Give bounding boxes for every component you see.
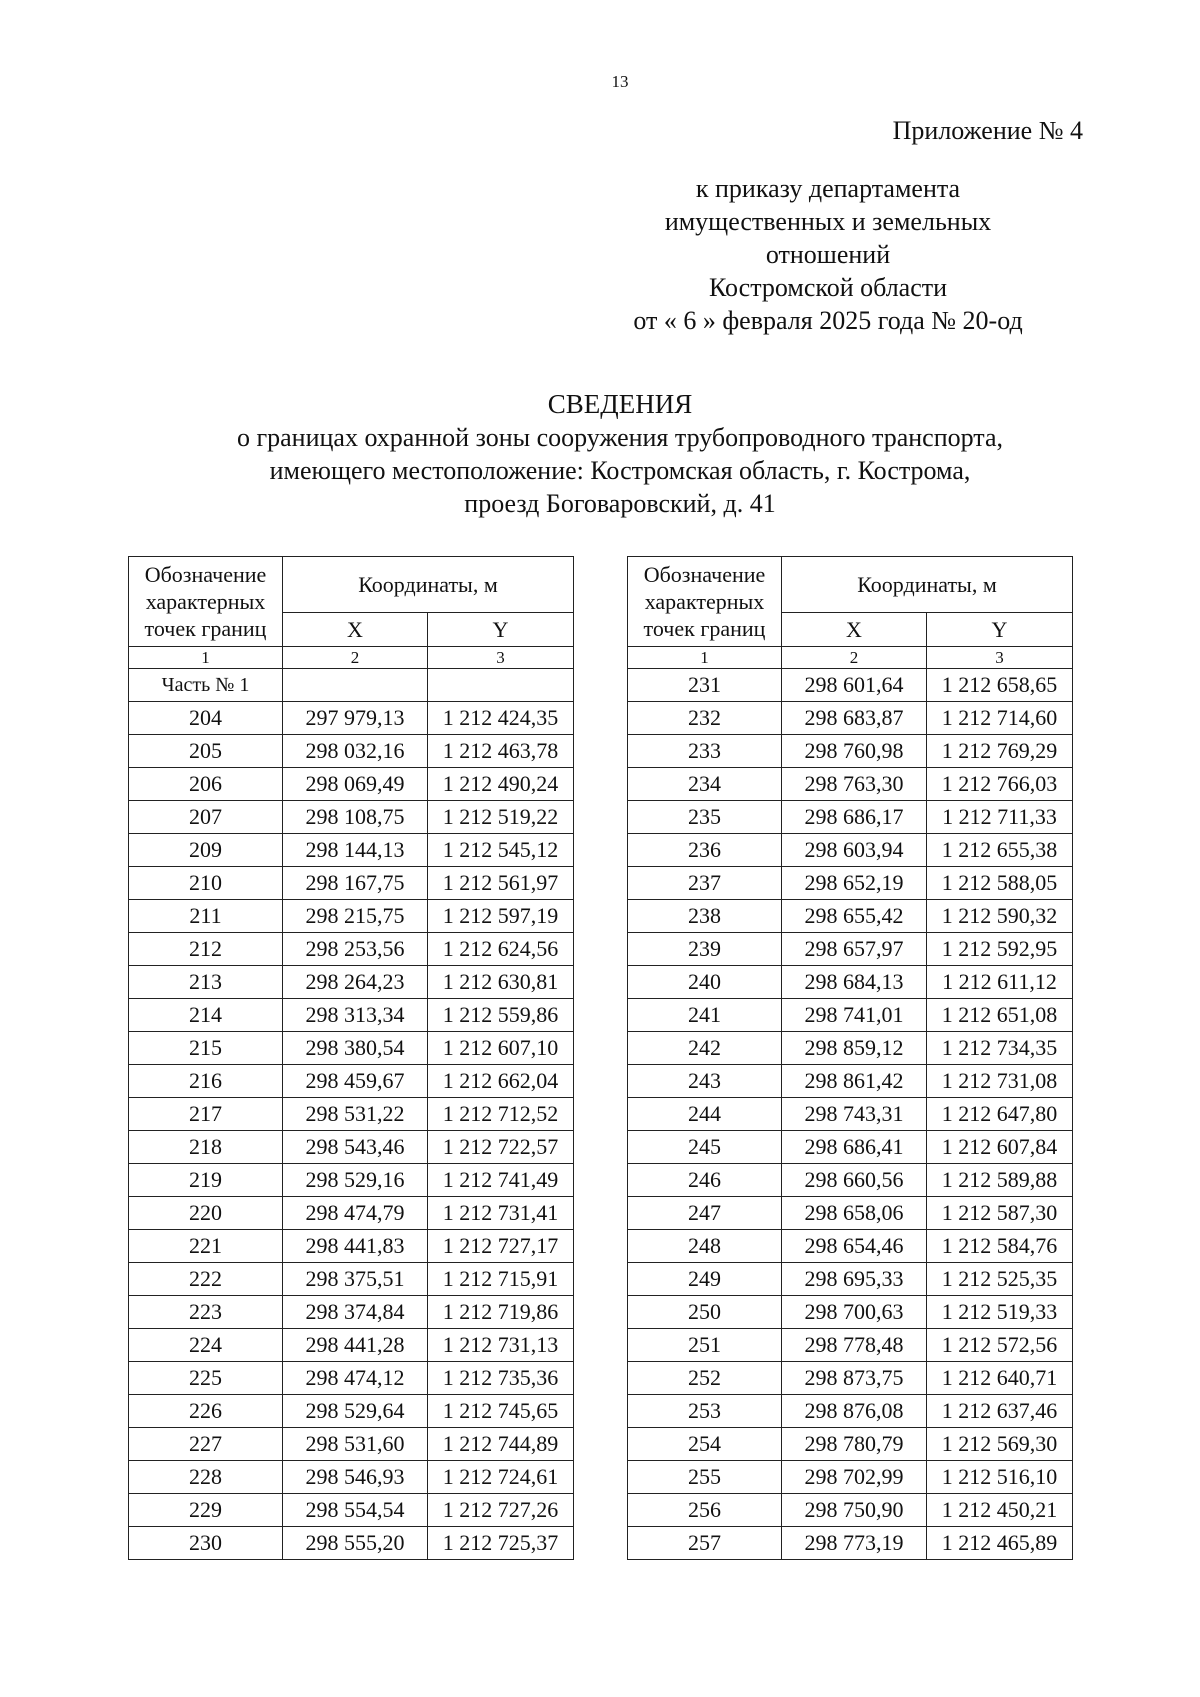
table-row [129,1164,574,1197]
table-row [129,1098,574,1131]
table-row [628,1131,1073,1164]
table-row [129,1263,574,1296]
y-coordinate-cell: 1 212 722,57 [428,1131,574,1164]
y-coordinate-cell: 1 212 490,24 [428,768,574,801]
y-coordinate-cell: 1 212 731,08 [927,1065,1073,1098]
column-number: 3 [927,647,1073,669]
table-row [628,1098,1073,1131]
x-coordinate-cell: 298 529,64 [283,1395,428,1428]
y-coordinate-cell: 1 212 766,03 [927,768,1073,801]
x-coordinate-cell: 298 876,08 [782,1395,927,1428]
table-row [628,933,1073,966]
point-id-cell: 237 [628,867,782,900]
heading-line: о границах охранной зоны сооружения трубопроводного транспорта, [236,423,1004,452]
point-id-cell: 224 [129,1329,283,1362]
table-row [628,966,1073,999]
y-coordinate-cell: 1 212 450,21 [927,1494,1073,1527]
table-row [628,768,1073,801]
x-coordinate-cell: 298 760,98 [782,735,927,768]
heading-line: имеющего местоположение: Костромская область, г. Кострома, [269,456,971,485]
point-label-header [628,557,782,647]
table-row [628,735,1073,768]
y-coordinate-cell: 1 212 607,84 [927,1131,1073,1164]
y-coordinate-cell: 1 212 424,35 [428,702,574,735]
y-coordinate-cell: 1 212 769,29 [927,735,1073,768]
appendix-title: Приложение № 4 [892,116,1083,145]
table-row [628,1065,1073,1098]
point-id-cell: 228 [129,1461,283,1494]
point-id-cell: 210 [129,867,283,900]
y-coordinate-cell: 1 212 569,30 [927,1428,1073,1461]
heading-line: проезд Боговаровский, д. 41 [464,489,776,518]
table-row [628,702,1073,735]
point-id-cell: 223 [129,1296,283,1329]
header-line: Обозначение [144,562,267,587]
point-id-cell: 251 [628,1329,782,1362]
y-coordinate-cell: 1 212 611,12 [927,966,1073,999]
table-row [628,900,1073,933]
point-id-cell: 248 [628,1230,782,1263]
x-coordinate-cell: 298 441,28 [283,1329,428,1362]
y-coordinate-cell: 1 212 640,71 [927,1362,1073,1395]
x-header: X [782,613,927,647]
y-coordinate-cell: 1 212 588,05 [927,867,1073,900]
point-id-cell: 253 [628,1395,782,1428]
point-id-cell: 231 [628,669,782,702]
x-coordinate-cell: 298 778,48 [782,1329,927,1362]
table-row [129,1065,574,1098]
table-row [628,1395,1073,1428]
coordinates-table-left [128,556,574,1560]
table-row [628,1296,1073,1329]
y-coordinate-cell: 1 212 647,80 [927,1098,1073,1131]
y-coordinate-cell: 1 212 584,76 [927,1230,1073,1263]
y-coordinate-cell: 1 212 662,04 [428,1065,574,1098]
point-id-cell: 205 [129,735,283,768]
point-id-cell: 219 [129,1164,283,1197]
x-coordinate-cell: 298 750,90 [782,1494,927,1527]
table-row [129,999,574,1032]
y-coordinate-cell: 1 212 744,89 [428,1428,574,1461]
column-number: 2 [782,647,927,669]
coordinates-header: Координаты, м [782,557,1073,613]
y-coordinate-cell: 1 212 463,78 [428,735,574,768]
table-row [628,669,1073,702]
x-coordinate-cell: 298 032,16 [283,735,428,768]
x-coordinate-cell: 298 531,22 [283,1098,428,1131]
y-coordinate-cell: 1 212 651,08 [927,999,1073,1032]
y-coordinate-cell: 1 212 607,10 [428,1032,574,1065]
x-coordinate-cell: 298 543,46 [283,1131,428,1164]
point-id-cell: 211 [129,900,283,933]
x-coordinate-cell: 298 375,51 [283,1263,428,1296]
x-coordinate-cell: 298 695,33 [782,1263,927,1296]
point-id-cell: 257 [628,1527,782,1560]
point-id-cell: 221 [129,1230,283,1263]
x-coordinate-cell: 298 144,13 [283,834,428,867]
y-coordinate-cell: 1 212 727,26 [428,1494,574,1527]
point-id-cell: 220 [129,1197,283,1230]
table-row [129,768,574,801]
x-coordinate-cell: 298 253,56 [283,933,428,966]
x-coordinate-cell: 298 380,54 [283,1032,428,1065]
x-coordinate-cell: 298 683,87 [782,702,927,735]
y-coordinate-cell: 1 212 624,56 [428,933,574,966]
x-coordinate-cell: 298 861,42 [782,1065,927,1098]
table-row [628,1230,1073,1263]
point-id-cell: 233 [628,735,782,768]
empty-cell [283,669,428,702]
x-coordinate-cell: 298 873,75 [782,1362,927,1395]
x-coordinate-cell: 297 979,13 [283,702,428,735]
table-row [129,1197,574,1230]
x-coordinate-cell: 298 657,97 [782,933,927,966]
point-id-cell: 245 [628,1131,782,1164]
point-id-cell: 236 [628,834,782,867]
table-row [628,834,1073,867]
table-row [129,1395,574,1428]
point-id-cell: 238 [628,900,782,933]
order-reference [570,172,1086,337]
table-row [628,1527,1073,1560]
point-id-cell: 204 [129,702,283,735]
table-row [628,1032,1073,1065]
y-coordinate-cell: 1 212 735,36 [428,1362,574,1395]
point-id-cell: 217 [129,1098,283,1131]
table-row [129,1032,574,1065]
y-coordinate-cell: 1 212 731,13 [428,1329,574,1362]
table-row [628,999,1073,1032]
y-coordinate-cell: 1 212 587,30 [927,1197,1073,1230]
x-coordinate-cell: 298 459,67 [283,1065,428,1098]
y-coordinate-cell: 1 212 714,60 [927,702,1073,735]
y-coordinate-cell: 1 212 592,95 [927,933,1073,966]
x-coordinate-cell: 298 546,93 [283,1461,428,1494]
order-line: Костромской области [708,273,948,302]
point-id-cell: 222 [129,1263,283,1296]
y-coordinate-cell: 1 212 589,88 [927,1164,1073,1197]
x-coordinate-cell: 298 601,64 [782,669,927,702]
header-line: характерных [644,589,765,614]
table-row [129,1461,574,1494]
header-line: характерных [145,589,266,614]
y-coordinate-cell: 1 212 655,38 [927,834,1073,867]
point-id-cell: 254 [628,1428,782,1461]
point-id-cell: 241 [628,999,782,1032]
y-coordinate-cell: 1 212 731,41 [428,1197,574,1230]
point-id-cell: 235 [628,801,782,834]
x-coordinate-cell: 298 313,34 [283,999,428,1032]
y-coordinate-cell: 1 212 745,65 [428,1395,574,1428]
x-coordinate-cell: 298 741,01 [782,999,927,1032]
x-coordinate-cell: 298 531,60 [283,1428,428,1461]
point-id-cell: 249 [628,1263,782,1296]
point-id-cell: 232 [628,702,782,735]
column-number: 1 [129,647,283,669]
table-row [628,1197,1073,1230]
point-id-cell: 207 [129,801,283,834]
x-coordinate-cell: 298 684,13 [782,966,927,999]
point-id-cell: 242 [628,1032,782,1065]
point-id-cell: 240 [628,966,782,999]
y-coordinate-cell: 1 212 516,10 [927,1461,1073,1494]
x-coordinate-cell: 298 441,83 [283,1230,428,1263]
x-coordinate-cell: 298 660,56 [782,1164,927,1197]
table-row [628,1329,1073,1362]
x-coordinate-cell: 298 554,54 [283,1494,428,1527]
y-coordinate-cell: 1 212 719,86 [428,1296,574,1329]
x-coordinate-cell: 298 658,06 [782,1197,927,1230]
y-coordinate-cell: 1 212 724,61 [428,1461,574,1494]
point-id-cell: 214 [129,999,283,1032]
document-heading [0,388,1200,520]
y-coordinate-cell: 1 212 519,22 [428,801,574,834]
y-header: Y [428,613,574,647]
point-id-cell: 255 [628,1461,782,1494]
page-number: 13 [611,72,629,91]
point-id-cell: 225 [129,1362,283,1395]
header-line: точек границ [643,616,766,641]
point-id-cell: 229 [129,1494,283,1527]
x-coordinate-cell: 298 474,12 [283,1362,428,1395]
table-row [129,966,574,999]
x-coordinate-cell: 298 686,17 [782,801,927,834]
y-coordinate-cell: 1 212 519,33 [927,1296,1073,1329]
point-id-cell: 243 [628,1065,782,1098]
table-row [129,735,574,768]
x-coordinate-cell: 298 654,46 [782,1230,927,1263]
y-coordinate-cell: 1 212 572,56 [927,1329,1073,1362]
point-id-cell: 226 [129,1395,283,1428]
x-coordinate-cell: 298 529,16 [283,1164,428,1197]
order-line: имущественных и земельных [664,207,992,236]
point-id-cell: 213 [129,966,283,999]
table-row [628,1362,1073,1395]
table-row [628,1428,1073,1461]
point-id-cell: 209 [129,834,283,867]
point-id-cell: 252 [628,1362,782,1395]
x-coordinate-cell: 298 700,63 [782,1296,927,1329]
x-coordinate-cell: 298 652,19 [782,867,927,900]
table-row [129,1230,574,1263]
table-row [129,1329,574,1362]
x-coordinate-cell: 298 264,23 [283,966,428,999]
y-coordinate-cell: 1 212 715,91 [428,1263,574,1296]
header-line: точек границ [144,616,267,641]
order-line: от « 6 » февраля 2025 года № 20-од [633,306,1023,335]
x-coordinate-cell: 298 780,79 [782,1428,927,1461]
x-coordinate-cell: 298 686,41 [782,1131,927,1164]
point-id-cell: 244 [628,1098,782,1131]
x-coordinate-cell: 298 069,49 [283,768,428,801]
x-coordinate-cell: 298 474,79 [283,1197,428,1230]
y-coordinate-cell: 1 212 465,89 [927,1527,1073,1560]
point-id-cell: 250 [628,1296,782,1329]
table-row [129,900,574,933]
y-coordinate-cell: 1 212 711,33 [927,801,1073,834]
x-coordinate-cell: 298 374,84 [283,1296,428,1329]
x-coordinate-cell: 298 859,12 [782,1032,927,1065]
header-line: Обозначение [643,562,766,587]
y-coordinate-cell: 1 212 727,17 [428,1230,574,1263]
x-coordinate-cell: 298 773,19 [782,1527,927,1560]
table-row [129,834,574,867]
x-coordinate-cell: 298 108,75 [283,801,428,834]
y-coordinate-cell: 1 212 725,37 [428,1527,574,1560]
point-id-cell: 206 [129,768,283,801]
point-id-cell: 218 [129,1131,283,1164]
empty-cell [428,669,574,702]
table-row [628,867,1073,900]
coordinates-table-right [627,556,1073,1560]
table-row [129,1131,574,1164]
x-coordinate-cell: 298 702,99 [782,1461,927,1494]
y-coordinate-cell: 1 212 658,65 [927,669,1073,702]
x-coordinate-cell: 298 167,75 [283,867,428,900]
table-row [628,1461,1073,1494]
y-coordinate-cell: 1 212 559,86 [428,999,574,1032]
table-row [129,933,574,966]
x-coordinate-cell: 298 655,42 [782,900,927,933]
point-id-cell: 215 [129,1032,283,1065]
table-row [628,1263,1073,1296]
document-title: СВЕДЕНИЯ [547,389,693,419]
table-row [129,1527,574,1560]
x-header: X [283,613,428,647]
x-coordinate-cell: 298 555,20 [283,1527,428,1560]
table-row [129,1428,574,1461]
table-row [129,867,574,900]
y-coordinate-cell: 1 212 590,32 [927,900,1073,933]
x-coordinate-cell: 298 603,94 [782,834,927,867]
point-id-cell: 239 [628,933,782,966]
point-id-cell: 256 [628,1494,782,1527]
point-id-cell: 212 [129,933,283,966]
table-row [628,801,1073,834]
table-row [628,1164,1073,1197]
table-row [129,1494,574,1527]
y-header: Y [927,613,1073,647]
point-id-cell: 234 [628,768,782,801]
point-id-cell: 230 [129,1527,283,1560]
point-id-cell: 246 [628,1164,782,1197]
y-coordinate-cell: 1 212 545,12 [428,834,574,867]
table-row [129,801,574,834]
point-id-cell: 216 [129,1065,283,1098]
y-coordinate-cell: 1 212 734,35 [927,1032,1073,1065]
table-row [628,1494,1073,1527]
order-line: отношений [765,240,891,269]
y-coordinate-cell: 1 212 637,46 [927,1395,1073,1428]
table-row [129,1362,574,1395]
x-coordinate-cell: 298 763,30 [782,768,927,801]
point-label-header [129,557,283,647]
y-coordinate-cell: 1 212 741,49 [428,1164,574,1197]
column-number: 3 [428,647,574,669]
column-number: 1 [628,647,782,669]
part-label: Часть № 1 [129,669,283,702]
point-id-cell: 227 [129,1428,283,1461]
table-row [129,702,574,735]
y-coordinate-cell: 1 212 597,19 [428,900,574,933]
point-id-cell: 247 [628,1197,782,1230]
column-number: 2 [283,647,428,669]
x-coordinate-cell: 298 215,75 [283,900,428,933]
x-coordinate-cell: 298 743,31 [782,1098,927,1131]
y-coordinate-cell: 1 212 525,35 [927,1263,1073,1296]
order-line: к приказу департамента [695,174,961,203]
table-row [129,1296,574,1329]
y-coordinate-cell: 1 212 712,52 [428,1098,574,1131]
coordinates-header: Координаты, м [283,557,574,613]
y-coordinate-cell: 1 212 630,81 [428,966,574,999]
y-coordinate-cell: 1 212 561,97 [428,867,574,900]
